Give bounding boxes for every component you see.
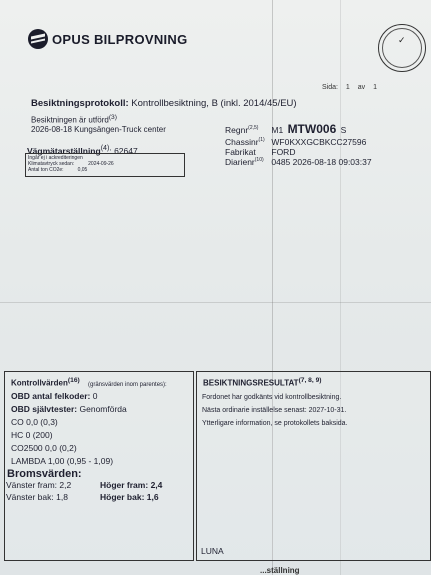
brand-logo — [28, 29, 188, 49]
result-line: Nästa ordinarie inställelse senast: 2027-10-31. — [202, 406, 347, 414]
lambda-value: LAMBDA 1,00 (0,95 - 1,09) — [11, 455, 114, 466]
climate-row: Klimatavtryck sedan: 2024-09-26 — [28, 161, 114, 167]
inspection-made-value: 2026-08-18 Kungsängen-Truck center — [31, 125, 166, 134]
brake-values — [6, 480, 193, 502]
title-rest: Kontrollbesiktning, B (inkl. 2014/45/EU) — [131, 98, 297, 109]
result-line: Ytterligare information, se protokollets baksida. — [202, 419, 348, 427]
climate-row: Ingår ej i ackrediteringen — [28, 155, 83, 161]
inspector-signature: LUNA — [201, 546, 224, 556]
brake-values-title: Bromsvärden: — [7, 467, 82, 480]
brake-right-rear: Höger bak: 1,6 — [100, 491, 159, 502]
control-values-title: Kontrollvärden$^{(16)}$ (gränsvärden inom parentes): — [11, 377, 167, 388]
result-line: Fordonet har godkänts vid kontrollbesiktning. — [202, 393, 342, 401]
obd-self-tests: OBD självtester: Genomförda — [11, 403, 127, 414]
brake-right-front: Höger fram: 2,4 — [100, 479, 163, 490]
diary-number: Diarienr$^{(10)}$ 0485 2026-08-18 09:03:37 — [225, 157, 372, 167]
brand-name: OPUS BILPROVNING — [52, 31, 188, 47]
page-current: 1 — [345, 84, 350, 91]
page-total: 1 — [373, 84, 378, 91]
odometer-label: Vägmätarställning — [27, 145, 101, 156]
inspection-made-label: Besiktningen är utförd$^{(3)}$ — [31, 114, 117, 125]
control-values-panel — [4, 371, 194, 561]
climate-row: Antal ton CO2e: 0,05 — [28, 167, 88, 173]
brake-left-front: Vänster fram: 2,2 — [6, 479, 72, 490]
brand-logo-icon — [28, 29, 48, 49]
cut-off-text: ...ställning — [260, 566, 300, 575]
fold-line — [0, 302, 431, 303]
accreditation-seal-icon: ✓ — [378, 24, 426, 72]
chassis-number: Chassinr$^{(1)}$ WF0KXXGCBKCC27596 — [225, 137, 367, 147]
odometer: Vägmätarställning$^{(4)}$: 62647 — [27, 144, 138, 156]
reg-number-value: MTW006 — [287, 122, 337, 136]
make: Fabrikat FORD — [225, 147, 296, 157]
climate-box — [25, 153, 185, 177]
odometer-value: 62647 — [114, 145, 138, 156]
brake-left-rear: Vänster bak: 1,8 — [6, 491, 68, 502]
reg-number: Regnr$^{(2,5)}$ M1 MTW006 S — [225, 122, 347, 136]
obd-faults: OBD antal felkoder: 0 — [11, 390, 98, 401]
result-panel — [196, 371, 431, 561]
page-indicator — [322, 84, 383, 91]
protocol-title — [31, 98, 297, 109]
co2500-value: CO2500 0,0 (0,2) — [11, 442, 77, 453]
co-value: CO 0,0 (0,3) — [11, 416, 58, 427]
page-sep: av — [357, 84, 366, 91]
page-label: Sida: — [322, 84, 338, 91]
title-bold: Besiktningsprotokoll: — [31, 98, 129, 109]
result-title: BESIKTNINGSRESULTAT$^{(7, 8, 9)}$ — [203, 377, 322, 388]
hc-value: HC 0 (200) — [11, 429, 53, 440]
